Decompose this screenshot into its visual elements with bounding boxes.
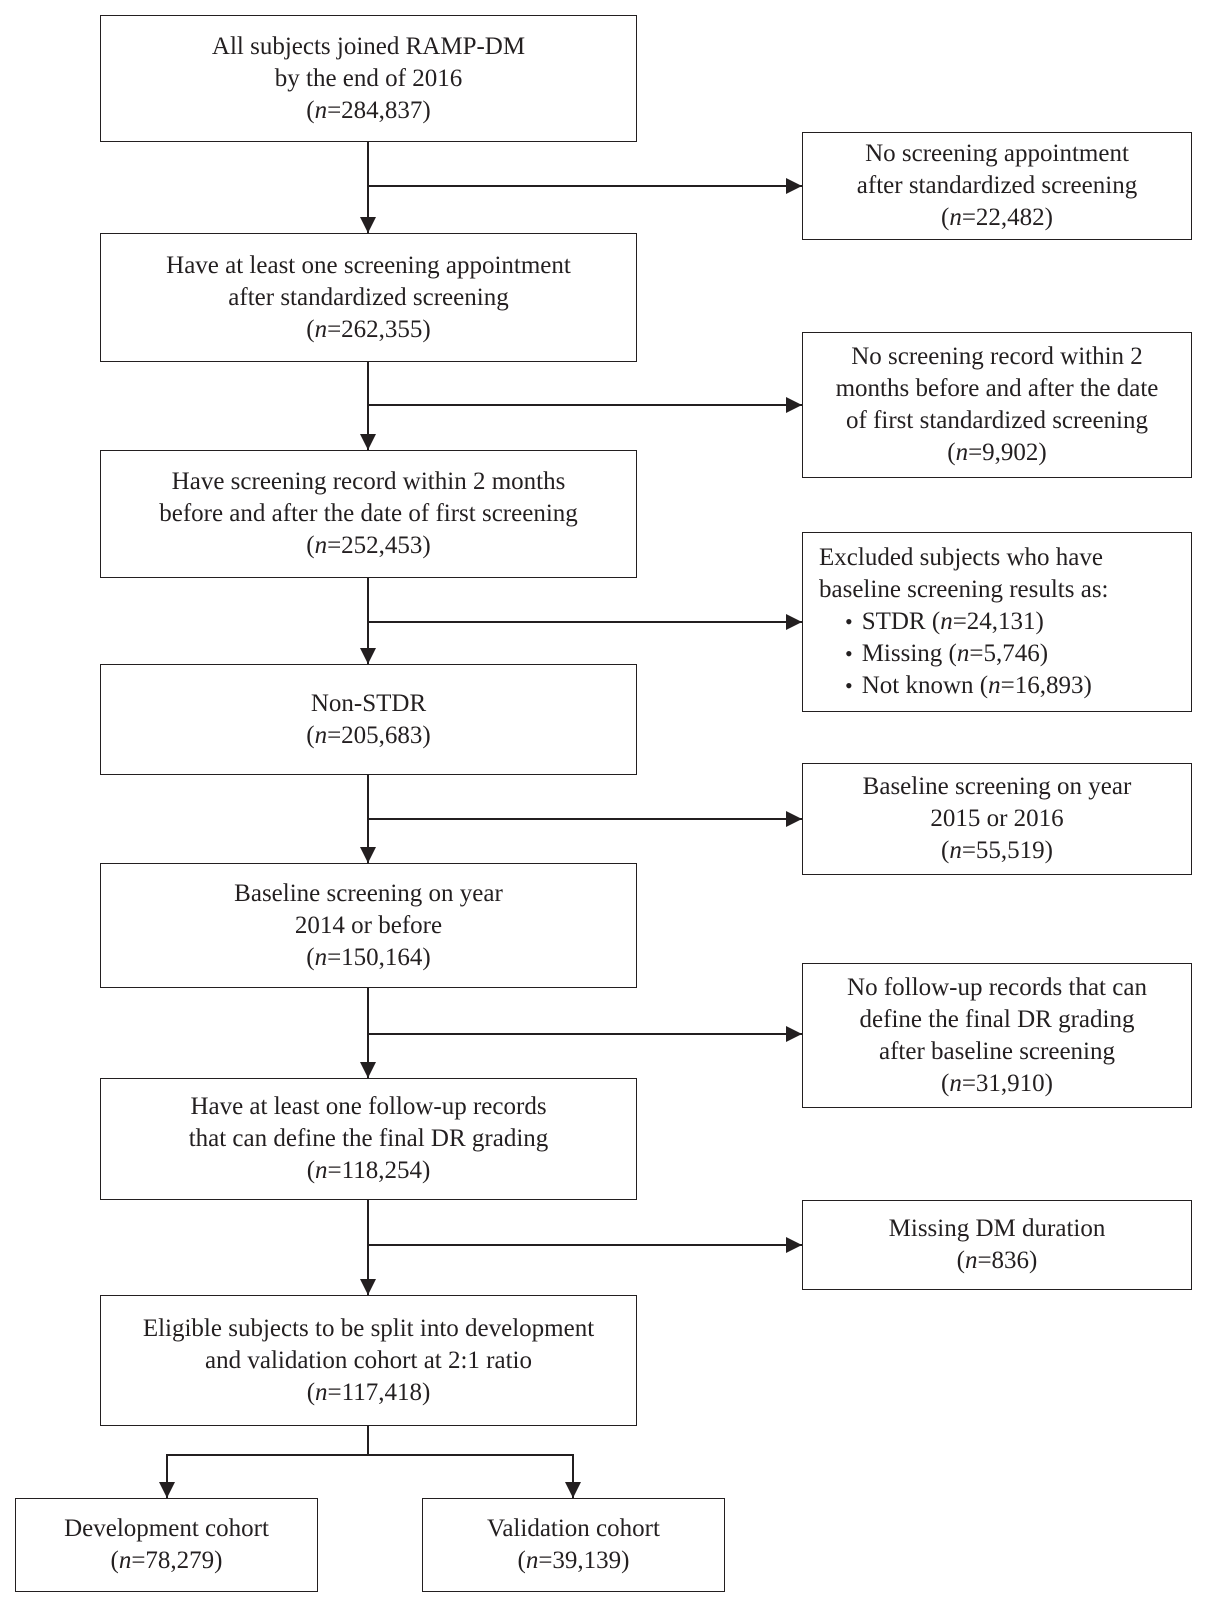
node-text-line: (n=252,453) [306,532,431,559]
flow-node-development-cohort [15,1498,318,1592]
node-text-line: months before and after the date [835,375,1159,402]
node-text-line: (n=22,482) [940,204,1053,231]
flow-node-screening-record [100,450,637,578]
node-text-line: that can define the final DR grading [188,1125,549,1152]
node-text-line: (n=117,418) [306,1378,431,1406]
flow-node-all-subjects [100,15,637,142]
node-text-line: (n=39,139) [517,1547,630,1574]
flow-node-excl-no-appointment [802,132,1192,240]
flow-node-screening-appointment [100,233,637,362]
node-text-line: Excluded subjects who have [819,544,1103,571]
flow-node-excl-baseline-results [802,532,1192,712]
node-text-line: Validation cohort [487,1515,660,1542]
node-text-line: 2015 or 2016 [930,805,1064,832]
bullet-icon: • [845,609,853,634]
node-text-line: No screening appointment [865,140,1129,167]
node-bullet-item: • Not known (n=16,893) [819,670,1092,702]
node-text-line: Baseline screening on year [862,773,1132,800]
flow-node-follow-up [100,1078,637,1200]
node-text-line: (n=262,355) [306,315,431,343]
flow-node-excl-no-record [802,332,1192,478]
node-text-line: (n=9,902) [947,439,1047,466]
node-text-line: (n=150,164) [306,943,431,971]
node-text-line: (n=78,279) [110,1547,223,1574]
node-text-line: Eligible subjects to be split into development [142,1314,595,1342]
bullet-icon: • [845,673,853,698]
bullet-icon: • [845,641,853,666]
node-text-line: and validation cohort at 2:1 ratio [205,1346,532,1374]
node-text-line: Development cohort [64,1515,269,1542]
node-text-line: baseline screening results as: [819,576,1109,603]
node-text-line: of first standardized screening [846,407,1148,434]
node-text-line: after standardized screening [856,172,1138,199]
node-bullet-item: • STDR (n=24,131) [819,606,1044,638]
node-text-line: by the end of 2016 [274,64,463,92]
node-text-line: No follow-up records that can [847,973,1147,1001]
flow-node-eligible [100,1295,637,1426]
node-text-line: Baseline screening on year [234,879,503,907]
flow-node-baseline-2014 [100,863,637,988]
flow-node-validation-cohort [422,1498,725,1592]
node-text-line: Have at least one follow-up records [190,1093,547,1120]
node-text-line: Have screening record within 2 months [171,468,566,495]
node-text-line: (n=205,683) [306,721,431,749]
node-text-line: (n=836) [956,1247,1038,1274]
node-text-line: All subjects joined RAMP-DM [211,32,526,60]
flow-node-excl-missing-dm [802,1200,1192,1290]
node-text-line: No screening record within 2 [851,343,1143,370]
node-text-line: (n=284,837) [306,96,431,124]
node-text-line: Non-STDR [310,689,427,717]
node-text-line: define the final DR grading [859,1005,1135,1033]
node-text-line: 2014 or before [294,911,443,939]
flow-node-excl-baseline-2015-2016 [802,763,1192,875]
node-text-line: (n=55,519) [940,837,1053,864]
flow-node-non-stdr [100,664,637,775]
node-text-line: (n=118,254) [306,1157,431,1184]
node-text-line: after baseline screening [879,1037,1115,1065]
node-text-line: after standardized screening [228,283,509,311]
node-text-line: Missing DM duration [888,1215,1106,1242]
node-text-line: Have at least one screening appointment [166,251,571,279]
flow-node-excl-no-followup [802,963,1192,1108]
node-text-line: (n=31,910) [940,1069,1053,1097]
node-text-line: before and after the date of first screening [159,500,578,527]
node-bullet-item: • Missing (n=5,746) [819,638,1048,670]
